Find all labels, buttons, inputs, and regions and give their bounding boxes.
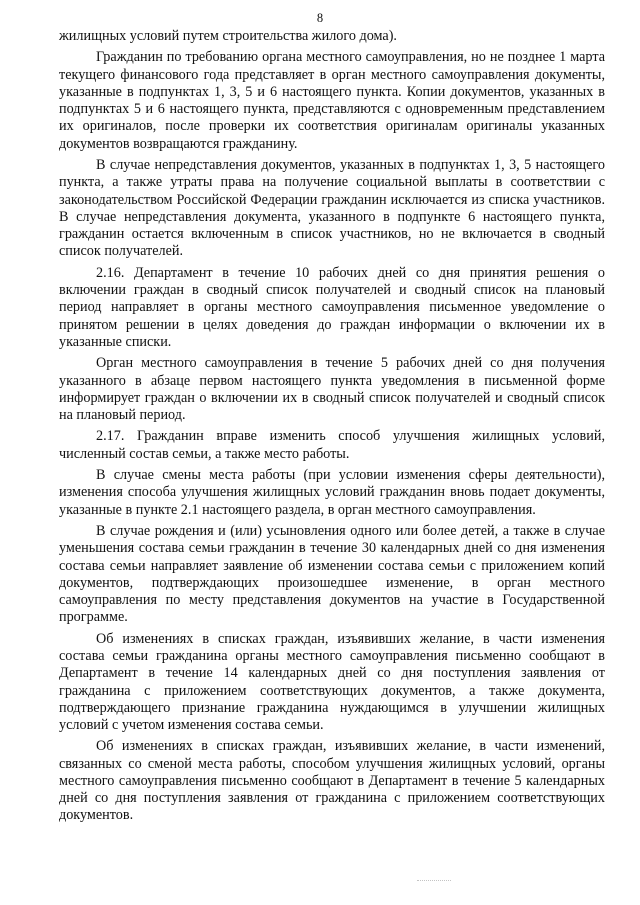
paragraph: Об изменениях в списках граждан, изъявивших желание, в части изменения состава семьи гражданина органы местного самоуправления письменно сообщают в Департамент в течение 14 календарных дней со дня поступления заявления от гражданина с приложением соответствующих документов, а также документа, подтверждающего признание гражданина нуждающимся в улучшении жилищных условий с учетом изменения состава семьи.	[59, 630, 605, 733]
paragraph: Гражданин по требованию органа местного самоуправления, но не позднее 1 марта текущего финансового года представляет в орган местного самоуправления документы, указанные в подпунктах 1, 3, 5 и 6 настоящего пункта. Копии документов, указанных в подпунктах 5 и 6 настоящего пункта, представляются с одновременным представлением их оригиналов, после проверки их соответствия оригиналам оригиналы указанных документов возвращаются гражданину.	[59, 49, 605, 152]
paragraph-continuation: жилищных условий путем строительства жилого дома).	[59, 28, 397, 44]
document-body	[59, 28, 605, 829]
paragraph: В случае непредставления документов, указанных в подпунктах 1, 3, 5 настоящего пункта, а также утраты права на получение социальной выплаты в соответствии с законодательством Российской Федерации гражданин исключается из списка участников. В случае непредставления документа, указанного в подпункте 6 настоящего пункта, гражданин остается включенным в список участников, но не включается в сводный список получателей.	[59, 157, 605, 260]
paragraph-clause-2-16: 2.16. Департамент в течение 10 рабочих дней со дня принятия решения о включении граждан в сводный список получателей и сводный список на плановый период направляет в органы местного самоуправления письменное уведомление о принятом решении в целях доведения до граждан информации о включении их в указанные списки.	[59, 264, 605, 350]
paragraph: В случае рождения и (или) усыновления одного или более детей, а также в случае уменьшения состава семьи гражданин в течение 30 календарных дней со дня изменения состава семьи направляет заявление об изменении состава семьи с приложением копий документов, подтверждающих произошедшее изменение, в орган местного самоуправления по месту представления документов на участие в Государственной программе.	[59, 523, 605, 626]
page-number: 8	[316, 11, 324, 25]
paragraph-clause-2-17: 2.17. Гражданин вправе изменить способ улучшения жилищных условий, численный состав семьи, а также место работы.	[59, 428, 605, 462]
scan-artifact	[417, 880, 451, 882]
paragraph: Об изменениях в списках граждан, изъявивших желание, в части изменений, связанных со сменой места работы, способом улучшения жилищных условий, органы местного самоуправления письменно сообщают в Департамент в течение 5 календарных дней со дня поступления заявления от гражданина с приложением соответствующих документов.	[59, 738, 605, 824]
paragraph: В случае смены места работы (при условии изменения сферы деятельности), изменения способа улучшения жилищных условий гражданин вновь подает документы, указанные в пункте 2.1 настоящего раздела, в орган местного самоуправления.	[59, 467, 605, 518]
paragraph: Орган местного самоуправления в течение 5 рабочих дней со дня получения указанного в абзаце первом настоящего пункта уведомления в письменной форме информирует граждан о включении их в сводный список получателей и сводный список на плановый период.	[59, 355, 605, 423]
